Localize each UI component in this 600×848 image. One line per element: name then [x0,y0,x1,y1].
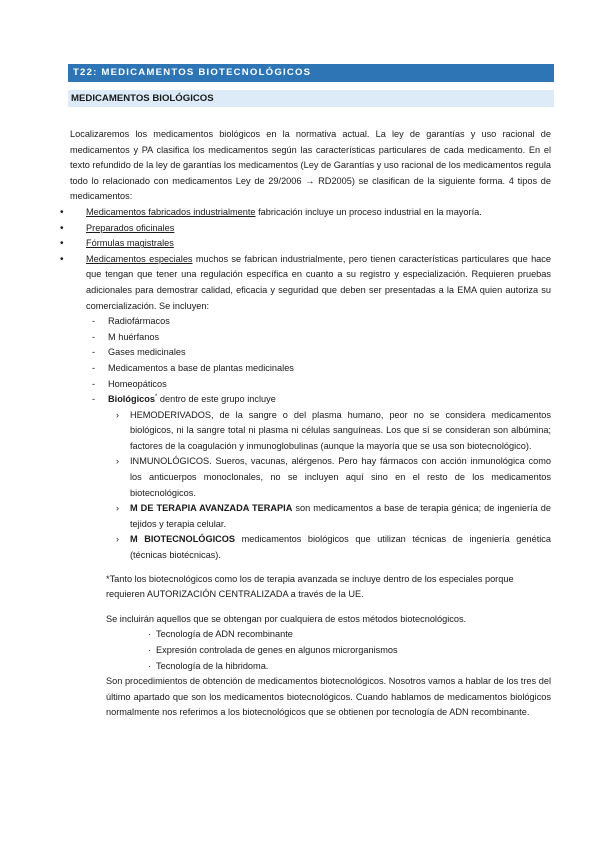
method-label: Tecnología de ADN recombinante [156,629,293,640]
biologicos-sublist [108,408,551,564]
method-label: Expresión controlada de genes en algunos microrganismos [156,645,398,655]
bio-item-term: M BIOTECNOLÓGICOS [130,534,236,545]
dot-marker: · [148,629,152,640]
type-term: Fórmulas magistrales [86,238,174,249]
method-label: Tecnología de la hibridoma. [156,660,269,671]
dash-marker: - [92,378,96,389]
dash-marker: - [92,362,96,373]
document-body [60,127,551,721]
type-term: Preparados oficinales [86,222,175,233]
bullet-icon: • [60,253,64,265]
list-item [148,643,551,659]
list-item [92,345,551,361]
dot-marker: · [148,645,152,655]
bullet-icon: • [60,222,64,234]
type-text: fabricación incluye un proceso industrial en la mayoría. [255,206,482,217]
chevron-right-icon: › [116,409,119,420]
list-item [60,205,551,221]
list-item [116,408,551,455]
list-item [148,659,551,675]
type-text: muchos se fabrican industrialmente, pero tienen características particulares que hace que tengan que tener una regulación específica en cuanto a su registro y especialización. Requieren pruebas adicionales para demostrar calidad, eficacia y seguridad que deben ser presentadas a la EMA quien autoriza su comercialización. Se incluyen: [86,253,551,311]
methods-intro: Se incluirán aquellos que se obtengan por cualquiera de estos métodos biotecnológicos. [106,613,467,624]
list-item [116,532,551,563]
special-medications-list [70,314,551,564]
bullet-icon: • [60,206,64,218]
chapter-title: T22: MEDICAMENTOS BIOTECNOLÓGICOS [68,64,554,82]
section-heading: MEDICAMENTOS BIOLÓGICOS [68,90,554,107]
special-item-label: Gases medicinales [108,347,186,358]
dash-marker: - [92,331,96,342]
list-item [60,221,551,237]
special-item-label: M huérfanos [108,331,160,342]
list-item [92,314,551,330]
methods-list [70,627,551,674]
list-item [60,252,551,314]
footnote-mark: * [154,394,158,401]
medication-types-list [60,205,551,314]
list-item [92,377,551,393]
dash-marker: - [92,316,96,327]
bio-item-text: son medicamentos a base de terapia génica; de ingeniería de tejidos y terapia celular. [130,503,551,529]
list-item [60,236,551,252]
list-item [92,361,551,377]
list-item [116,501,551,532]
list-item [92,330,551,346]
special-item-label: Radiofármacos [108,316,170,327]
intro-paragraph: Localizaremos los medicamentos biológicos en la normativa actual. La ley de garantías y uso racional de medicamentos y PA clasifica los medicamentos según las características particulares de cada medicamento. En el texto refundido de la ley de garantías los medicamentos (Ley de Garantías y uso racional de los medicamentos regula todo lo relacionado con medicamentos Ley de 29/2006 → RD2005) se clasifican de la siguiente forma. 4 tipos de medicamentos: [70,129,551,202]
special-item-label: Homeopáticos [108,378,167,389]
bio-item-text: medicamentos biológicos que utilizan técnicas de ingeniería genética (técnicas biotécnicas). [130,534,551,561]
biologicos-label: Biológicos [108,394,155,405]
dash-marker: - [92,394,96,405]
type-term: Medicamentos fabricados industrialmente [86,206,256,217]
dot-marker: · [148,660,152,671]
chevron-right-icon: › [116,534,119,545]
bullet-icon: • [60,238,64,250]
chevron-right-icon: › [116,456,119,467]
conclusion-paragraph: Son procedimientos de obtención de medicamentos biotecnológicos. Nosotros vamos a hablar de los tres del último apartado que son los medicamentos biotecnológicos. Cuando hablamos de medicamentos biológicos normalmente nos referimos a los biotecnológicos que se obtienen por tecnología de ADN recombinante. [106,676,551,718]
special-item-label: Medicamentos a base de plantas medicinales [108,362,294,373]
list-item [148,627,551,643]
bio-item-text: HEMODERIVADOS, de la sangre o del plasma humano, peor no se considera medicamentos biológicos, ni la sangre total ni plasma ni células sanguíneas. Los que sí se consideran son albúmina; factores de la coagulación y inmunoglobulinas (aunque la mayoría que se usa son biotecnológico). [130,409,551,451]
bio-item-text: INMUNOLÓGICOS. Sueros, vacunas, alérgenos. Pero hay fármacos con acción inmunológica como los anticuerpos monoclonales, no se incluyen aquí sino en el resto de los medicamentos biotecnológicos. [130,456,551,498]
dash-marker: - [92,347,96,358]
list-item-biologicos [92,392,551,564]
type-term: Medicamentos especiales [86,253,193,264]
bio-item-term: M DE TERAPIA AVANZADA TERAPIA [130,503,293,514]
chevron-right-icon: › [116,503,119,514]
footnote: *Tanto los biotecnológicos como los de terapia avanzada se incluye dentro de los especiales porque requieren AUTORIZACIÓN CENTRALIZADA a través de la UE. [106,573,514,600]
biologicos-text: dentro de este grupo incluye [157,394,276,405]
list-item [116,454,551,501]
